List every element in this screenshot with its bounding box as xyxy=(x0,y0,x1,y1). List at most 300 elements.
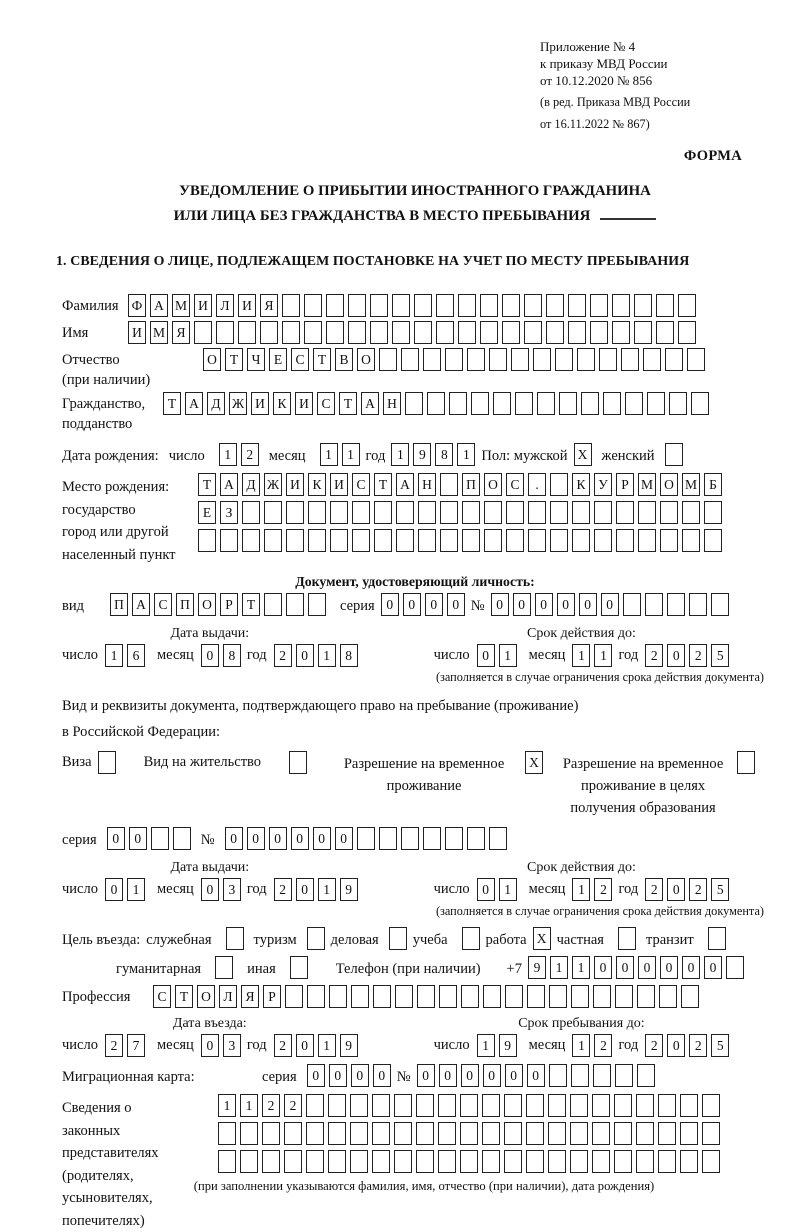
char-box[interactable]: 2 xyxy=(594,878,612,901)
char-box[interactable] xyxy=(528,529,546,552)
char-box[interactable] xyxy=(307,985,325,1008)
char-box[interactable]: Л xyxy=(216,294,234,317)
char-box[interactable] xyxy=(581,392,599,415)
char-box[interactable]: 1 xyxy=(457,443,475,466)
char-box[interactable] xyxy=(480,294,498,317)
char-box[interactable] xyxy=(440,473,458,496)
char-box[interactable] xyxy=(401,827,419,850)
char-box[interactable]: 3 xyxy=(223,1034,241,1057)
char-box[interactable]: Е xyxy=(198,501,216,524)
char-box[interactable] xyxy=(328,1122,346,1145)
char-box[interactable] xyxy=(493,392,511,415)
char-box[interactable] xyxy=(458,321,476,344)
char-box[interactable] xyxy=(645,593,663,616)
char-box[interactable]: С xyxy=(154,593,172,616)
char-box[interactable]: 9 xyxy=(528,956,546,979)
purpose-other-checkbox[interactable] xyxy=(290,956,308,979)
char-box[interactable]: 2 xyxy=(284,1094,302,1117)
char-box[interactable]: 0 xyxy=(351,1064,369,1087)
char-box[interactable] xyxy=(660,529,678,552)
char-box[interactable] xyxy=(372,1150,390,1173)
char-box[interactable] xyxy=(357,827,375,850)
char-box[interactable]: 0 xyxy=(201,644,219,667)
char-box[interactable] xyxy=(680,1122,698,1145)
char-box[interactable]: 2 xyxy=(274,644,292,667)
char-box[interactable] xyxy=(550,501,568,524)
char-box[interactable]: П xyxy=(110,593,128,616)
char-box[interactable] xyxy=(537,392,555,415)
char-box[interactable]: 0 xyxy=(373,1064,391,1087)
char-box[interactable] xyxy=(394,1122,412,1145)
char-box[interactable] xyxy=(711,593,729,616)
char-box[interactable]: 1 xyxy=(219,443,237,466)
char-box[interactable]: М xyxy=(682,473,700,496)
char-box[interactable] xyxy=(502,294,520,317)
char-box[interactable] xyxy=(218,1150,236,1173)
char-box[interactable]: Л xyxy=(219,985,237,1008)
char-box[interactable] xyxy=(416,1094,434,1117)
char-box[interactable]: 1 xyxy=(477,1034,495,1057)
char-box[interactable]: Я xyxy=(241,985,259,1008)
char-box[interactable] xyxy=(438,1094,456,1117)
temp-residence-checkbox[interactable]: X xyxy=(525,751,543,774)
char-box[interactable]: 0 xyxy=(225,827,243,850)
char-box[interactable] xyxy=(260,321,278,344)
char-box[interactable]: 9 xyxy=(499,1034,517,1057)
char-box[interactable] xyxy=(284,1150,302,1173)
char-box[interactable]: 5 xyxy=(711,878,729,901)
char-box[interactable]: З xyxy=(220,501,238,524)
char-box[interactable] xyxy=(590,321,608,344)
char-box[interactable] xyxy=(392,321,410,344)
char-box[interactable]: 0 xyxy=(682,956,700,979)
char-box[interactable] xyxy=(614,1150,632,1173)
char-box[interactable]: 8 xyxy=(340,644,358,667)
char-box[interactable] xyxy=(614,1094,632,1117)
char-box[interactable] xyxy=(328,1150,346,1173)
char-box[interactable]: Р xyxy=(263,985,281,1008)
char-box[interactable]: И xyxy=(238,294,256,317)
char-box[interactable] xyxy=(374,501,392,524)
char-box[interactable] xyxy=(482,1094,500,1117)
char-box[interactable]: 0 xyxy=(105,878,123,901)
char-box[interactable] xyxy=(625,392,643,415)
char-box[interactable] xyxy=(326,294,344,317)
char-box[interactable] xyxy=(592,1094,610,1117)
char-box[interactable]: 0 xyxy=(296,1034,314,1057)
char-box[interactable] xyxy=(173,827,191,850)
visa-checkbox[interactable] xyxy=(98,751,116,774)
char-box[interactable]: 0 xyxy=(313,827,331,850)
char-box[interactable] xyxy=(634,294,652,317)
char-box[interactable] xyxy=(416,1122,434,1145)
char-box[interactable] xyxy=(634,321,652,344)
char-box[interactable] xyxy=(702,1150,720,1173)
char-box[interactable]: С xyxy=(153,985,171,1008)
char-box[interactable]: Р xyxy=(220,593,238,616)
char-box[interactable]: 0 xyxy=(477,878,495,901)
char-box[interactable]: О xyxy=(484,473,502,496)
char-box[interactable]: 0 xyxy=(201,878,219,901)
char-box[interactable]: 0 xyxy=(447,593,465,616)
char-box[interactable] xyxy=(658,1150,676,1173)
char-box[interactable] xyxy=(423,348,441,371)
char-box[interactable]: 9 xyxy=(340,878,358,901)
char-box[interactable]: У xyxy=(594,473,612,496)
char-box[interactable]: 0 xyxy=(535,593,553,616)
char-box[interactable] xyxy=(242,529,260,552)
char-box[interactable]: 0 xyxy=(461,1064,479,1087)
char-box[interactable]: 0 xyxy=(638,956,656,979)
char-box[interactable] xyxy=(394,1094,412,1117)
char-box[interactable]: М xyxy=(172,294,190,317)
char-box[interactable] xyxy=(286,529,304,552)
char-box[interactable]: О xyxy=(357,348,375,371)
char-box[interactable] xyxy=(656,321,674,344)
char-box[interactable]: А xyxy=(396,473,414,496)
char-box[interactable] xyxy=(418,501,436,524)
char-box[interactable] xyxy=(527,985,545,1008)
char-box[interactable] xyxy=(445,827,463,850)
char-box[interactable] xyxy=(264,501,282,524)
char-box[interactable]: 0 xyxy=(594,956,612,979)
char-box[interactable] xyxy=(636,1094,654,1117)
char-box[interactable] xyxy=(680,1150,698,1173)
char-box[interactable]: С xyxy=(506,473,524,496)
char-box[interactable]: 2 xyxy=(689,878,707,901)
purpose-tourism-checkbox[interactable] xyxy=(307,927,325,950)
char-box[interactable]: 8 xyxy=(223,644,241,667)
purpose-work-checkbox[interactable]: X xyxy=(533,927,551,950)
char-box[interactable] xyxy=(348,321,366,344)
purpose-official-checkbox[interactable] xyxy=(226,927,244,950)
char-box[interactable]: 0 xyxy=(403,593,421,616)
char-box[interactable] xyxy=(647,392,665,415)
char-box[interactable] xyxy=(240,1150,258,1173)
char-box[interactable] xyxy=(489,348,507,371)
char-box[interactable]: 0 xyxy=(439,1064,457,1087)
char-box[interactable] xyxy=(286,501,304,524)
char-box[interactable] xyxy=(306,1122,324,1145)
char-box[interactable] xyxy=(594,501,612,524)
char-box[interactable]: 0 xyxy=(417,1064,435,1087)
char-box[interactable] xyxy=(612,294,630,317)
char-box[interactable] xyxy=(572,501,590,524)
char-box[interactable]: 0 xyxy=(557,593,575,616)
char-box[interactable]: 0 xyxy=(579,593,597,616)
char-box[interactable]: Т xyxy=(163,392,181,415)
char-box[interactable] xyxy=(667,593,685,616)
char-box[interactable] xyxy=(480,321,498,344)
char-box[interactable]: 0 xyxy=(129,827,147,850)
char-box[interactable] xyxy=(436,294,454,317)
char-box[interactable] xyxy=(286,593,304,616)
char-box[interactable]: Ф xyxy=(128,294,146,317)
char-box[interactable]: Т xyxy=(175,985,193,1008)
char-box[interactable]: 0 xyxy=(335,827,353,850)
char-box[interactable] xyxy=(445,348,463,371)
char-box[interactable] xyxy=(436,321,454,344)
char-box[interactable] xyxy=(593,985,611,1008)
char-box[interactable] xyxy=(379,827,397,850)
char-box[interactable] xyxy=(414,321,432,344)
temp-residence-edu-checkbox[interactable] xyxy=(737,751,755,774)
char-box[interactable]: 1 xyxy=(572,956,590,979)
char-box[interactable]: 1 xyxy=(572,878,590,901)
char-box[interactable]: О xyxy=(660,473,678,496)
char-box[interactable] xyxy=(616,529,634,552)
char-box[interactable] xyxy=(659,985,677,1008)
char-box[interactable]: 0 xyxy=(616,956,634,979)
char-box[interactable] xyxy=(240,1122,258,1145)
char-box[interactable] xyxy=(678,294,696,317)
char-box[interactable]: 2 xyxy=(645,644,663,667)
char-box[interactable] xyxy=(506,501,524,524)
char-box[interactable]: 1 xyxy=(391,443,409,466)
char-box[interactable]: О xyxy=(197,985,215,1008)
char-box[interactable]: С xyxy=(317,392,335,415)
char-box[interactable] xyxy=(546,321,564,344)
char-box[interactable] xyxy=(678,321,696,344)
char-box[interactable] xyxy=(262,1150,280,1173)
char-box[interactable] xyxy=(418,529,436,552)
char-box[interactable] xyxy=(636,1150,654,1173)
char-box[interactable]: Я xyxy=(172,321,190,344)
char-box[interactable] xyxy=(665,348,683,371)
char-box[interactable] xyxy=(396,529,414,552)
char-box[interactable] xyxy=(304,294,322,317)
char-box[interactable] xyxy=(502,321,520,344)
char-box[interactable] xyxy=(570,1150,588,1173)
char-box[interactable]: И xyxy=(251,392,269,415)
char-box[interactable] xyxy=(306,1150,324,1173)
char-box[interactable] xyxy=(549,1064,567,1087)
char-box[interactable] xyxy=(594,529,612,552)
char-box[interactable] xyxy=(329,985,347,1008)
char-box[interactable]: 1 xyxy=(342,443,360,466)
sex-male-checkbox[interactable]: X xyxy=(574,443,592,466)
char-box[interactable] xyxy=(570,1094,588,1117)
char-box[interactable]: Б xyxy=(704,473,722,496)
char-box[interactable]: 1 xyxy=(218,1094,236,1117)
char-box[interactable]: Р xyxy=(616,473,634,496)
char-box[interactable] xyxy=(264,593,282,616)
char-box[interactable]: Ж xyxy=(264,473,282,496)
char-box[interactable] xyxy=(489,827,507,850)
char-box[interactable]: 0 xyxy=(704,956,722,979)
char-box[interactable]: Я xyxy=(260,294,278,317)
char-box[interactable] xyxy=(515,392,533,415)
char-box[interactable]: 0 xyxy=(660,956,678,979)
char-box[interactable] xyxy=(687,348,705,371)
char-box[interactable]: О xyxy=(203,348,221,371)
char-box[interactable]: Н xyxy=(383,392,401,415)
char-box[interactable] xyxy=(504,1122,522,1145)
char-box[interactable] xyxy=(374,529,392,552)
char-box[interactable]: И xyxy=(286,473,304,496)
char-box[interactable]: А xyxy=(361,392,379,415)
char-box[interactable] xyxy=(427,392,445,415)
char-box[interactable]: К xyxy=(572,473,590,496)
char-box[interactable]: 1 xyxy=(572,644,590,667)
char-box[interactable] xyxy=(405,392,423,415)
purpose-transit-checkbox[interactable] xyxy=(708,927,726,950)
char-box[interactable] xyxy=(568,294,586,317)
char-box[interactable]: 0 xyxy=(381,593,399,616)
char-box[interactable] xyxy=(526,1150,544,1173)
char-box[interactable]: 3 xyxy=(223,878,241,901)
char-box[interactable] xyxy=(511,348,529,371)
char-box[interactable] xyxy=(151,827,169,850)
char-box[interactable] xyxy=(282,321,300,344)
char-box[interactable] xyxy=(438,1122,456,1145)
char-box[interactable]: С xyxy=(352,473,370,496)
char-box[interactable] xyxy=(506,529,524,552)
char-box[interactable] xyxy=(460,1150,478,1173)
char-box[interactable] xyxy=(198,529,216,552)
char-box[interactable] xyxy=(352,501,370,524)
char-box[interactable] xyxy=(592,1122,610,1145)
char-box[interactable] xyxy=(414,294,432,317)
char-box[interactable]: 2 xyxy=(262,1094,280,1117)
char-box[interactable]: 1 xyxy=(499,644,517,667)
char-box[interactable]: Д xyxy=(207,392,225,415)
char-box[interactable] xyxy=(546,294,564,317)
char-box[interactable] xyxy=(306,1094,324,1117)
char-box[interactable]: 5 xyxy=(711,1034,729,1057)
char-box[interactable]: 0 xyxy=(477,644,495,667)
char-box[interactable]: 0 xyxy=(667,644,685,667)
char-box[interactable]: 2 xyxy=(689,1034,707,1057)
char-box[interactable]: 0 xyxy=(491,593,509,616)
char-box[interactable]: А xyxy=(132,593,150,616)
char-box[interactable]: Е xyxy=(269,348,287,371)
char-box[interactable] xyxy=(572,529,590,552)
char-box[interactable]: 1 xyxy=(320,443,338,466)
char-box[interactable] xyxy=(704,501,722,524)
char-box[interactable] xyxy=(220,529,238,552)
char-box[interactable] xyxy=(682,529,700,552)
char-box[interactable]: П xyxy=(462,473,480,496)
char-box[interactable]: 2 xyxy=(274,1034,292,1057)
char-box[interactable] xyxy=(438,1150,456,1173)
char-box[interactable]: 0 xyxy=(601,593,619,616)
char-box[interactable]: 0 xyxy=(296,878,314,901)
char-box[interactable] xyxy=(533,348,551,371)
char-box[interactable]: 9 xyxy=(340,1034,358,1057)
char-box[interactable]: 1 xyxy=(318,1034,336,1057)
char-box[interactable]: 0 xyxy=(425,593,443,616)
char-box[interactable] xyxy=(440,529,458,552)
residence-permit-checkbox[interactable] xyxy=(289,751,307,774)
char-box[interactable] xyxy=(330,529,348,552)
char-box[interactable] xyxy=(612,321,630,344)
char-box[interactable]: 0 xyxy=(201,1034,219,1057)
char-box[interactable] xyxy=(372,1122,390,1145)
char-box[interactable] xyxy=(638,501,656,524)
char-box[interactable] xyxy=(524,294,542,317)
char-box[interactable] xyxy=(660,501,678,524)
char-box[interactable] xyxy=(238,321,256,344)
char-box[interactable]: 1 xyxy=(127,878,145,901)
char-box[interactable] xyxy=(704,529,722,552)
char-box[interactable] xyxy=(392,294,410,317)
char-box[interactable] xyxy=(570,1122,588,1145)
char-box[interactable] xyxy=(262,1122,280,1145)
char-box[interactable]: 2 xyxy=(645,1034,663,1057)
char-box[interactable]: 8 xyxy=(435,443,453,466)
char-box[interactable] xyxy=(691,392,709,415)
char-box[interactable]: 0 xyxy=(505,1064,523,1087)
char-box[interactable] xyxy=(379,348,397,371)
char-box[interactable] xyxy=(194,321,212,344)
char-box[interactable]: 0 xyxy=(667,878,685,901)
char-box[interactable] xyxy=(484,501,502,524)
char-box[interactable] xyxy=(592,1150,610,1173)
char-box[interactable] xyxy=(326,321,344,344)
char-box[interactable]: Ж xyxy=(229,392,247,415)
char-box[interactable] xyxy=(549,985,567,1008)
char-box[interactable] xyxy=(559,392,577,415)
char-box[interactable] xyxy=(615,1064,633,1087)
char-box[interactable] xyxy=(439,985,457,1008)
char-box[interactable] xyxy=(616,501,634,524)
char-box[interactable] xyxy=(285,985,303,1008)
char-box[interactable]: А xyxy=(185,392,203,415)
char-box[interactable] xyxy=(372,1094,390,1117)
char-box[interactable]: И xyxy=(128,321,146,344)
char-box[interactable] xyxy=(460,1094,478,1117)
char-box[interactable] xyxy=(658,1094,676,1117)
char-box[interactable]: Т xyxy=(225,348,243,371)
char-box[interactable] xyxy=(460,1122,478,1145)
char-box[interactable]: 0 xyxy=(247,827,265,850)
char-box[interactable] xyxy=(416,1150,434,1173)
char-box[interactable] xyxy=(637,985,655,1008)
char-box[interactable]: М xyxy=(150,321,168,344)
char-box[interactable]: 0 xyxy=(296,644,314,667)
char-box[interactable] xyxy=(636,1122,654,1145)
char-box[interactable] xyxy=(394,1150,412,1173)
char-box[interactable] xyxy=(504,1094,522,1117)
char-box[interactable] xyxy=(471,392,489,415)
char-box[interactable] xyxy=(330,501,348,524)
char-box[interactable] xyxy=(548,1094,566,1117)
char-box[interactable]: И xyxy=(194,294,212,317)
char-box[interactable] xyxy=(548,1122,566,1145)
char-box[interactable] xyxy=(467,827,485,850)
char-box[interactable] xyxy=(352,529,370,552)
char-box[interactable] xyxy=(370,321,388,344)
char-box[interactable] xyxy=(458,294,476,317)
char-box[interactable]: . xyxy=(528,473,546,496)
char-box[interactable] xyxy=(484,529,502,552)
char-box[interactable] xyxy=(462,529,480,552)
char-box[interactable] xyxy=(669,392,687,415)
char-box[interactable] xyxy=(689,593,707,616)
char-box[interactable]: 0 xyxy=(329,1064,347,1087)
char-box[interactable] xyxy=(395,985,413,1008)
char-box[interactable] xyxy=(528,501,546,524)
char-box[interactable] xyxy=(702,1094,720,1117)
char-box[interactable] xyxy=(304,321,322,344)
char-box[interactable] xyxy=(568,321,586,344)
char-box[interactable]: 2 xyxy=(105,1034,123,1057)
char-box[interactable] xyxy=(603,392,621,415)
char-box[interactable] xyxy=(284,1122,302,1145)
char-box[interactable] xyxy=(440,501,458,524)
char-box[interactable]: 0 xyxy=(107,827,125,850)
